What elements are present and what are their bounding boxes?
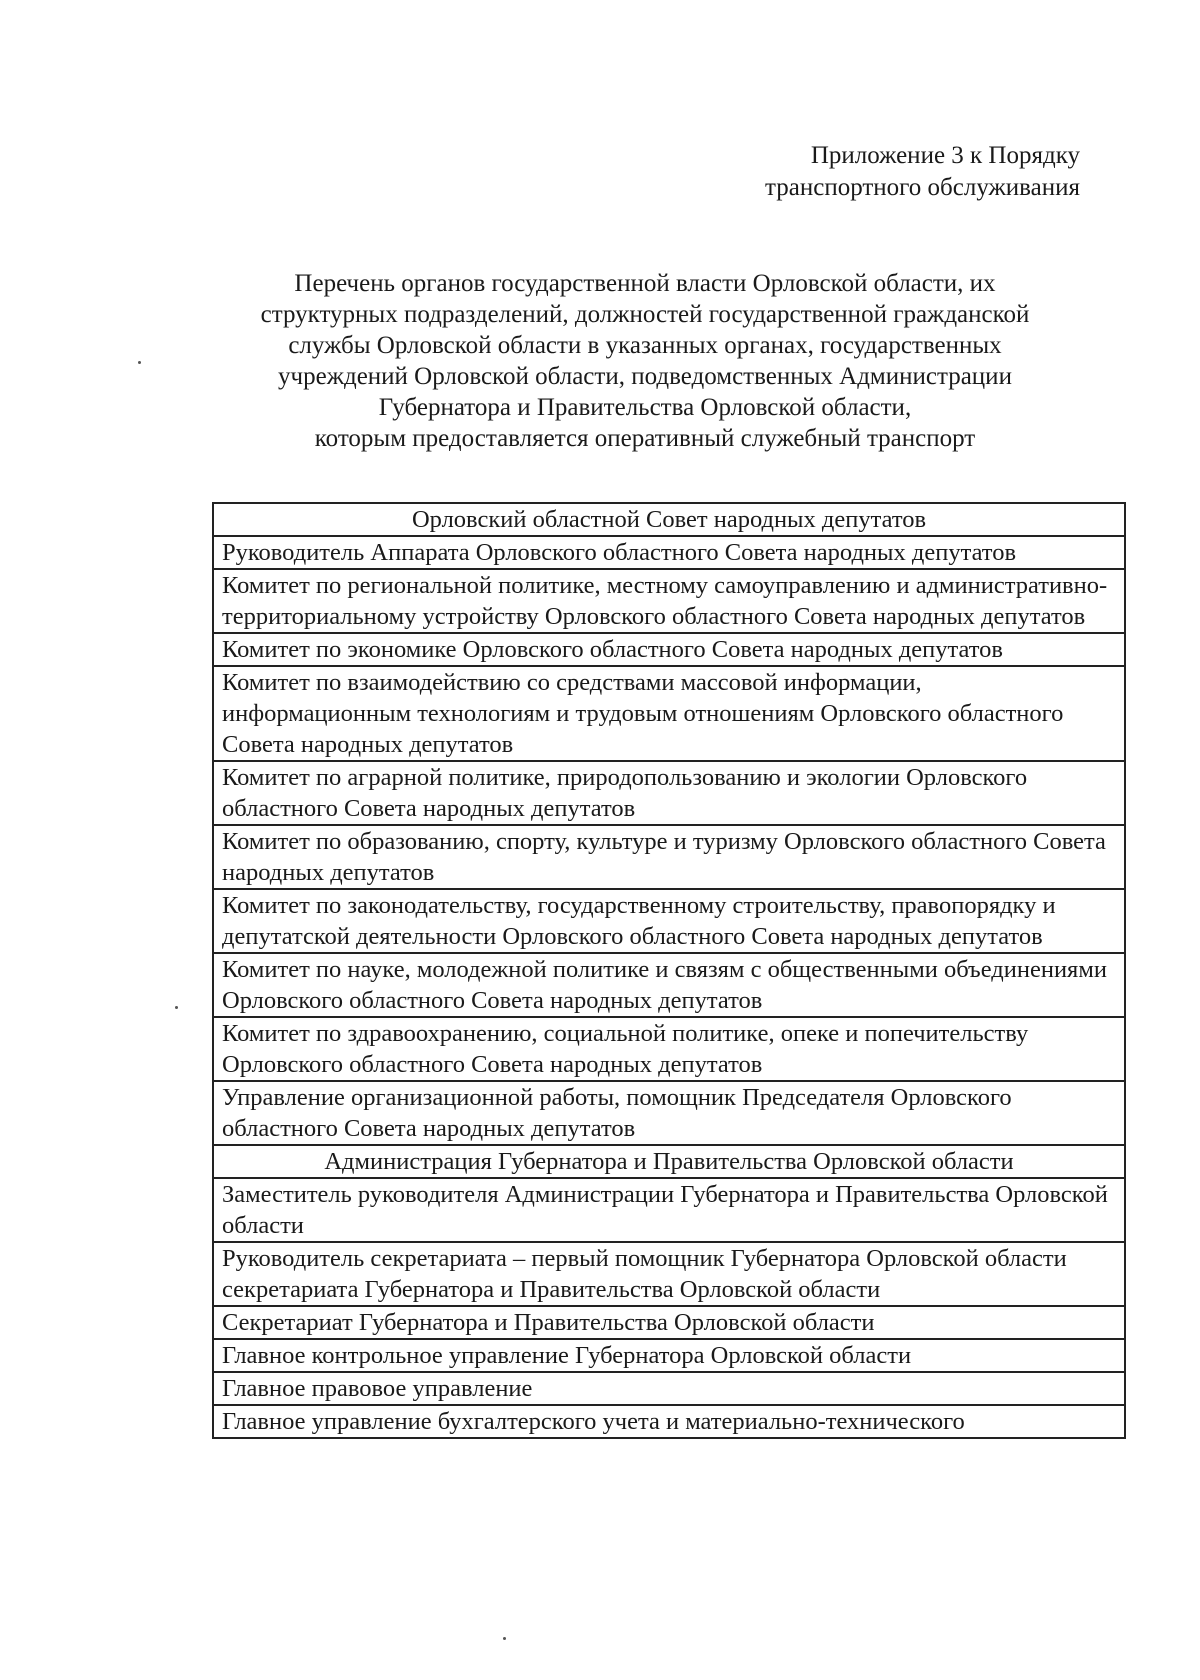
document-title — [205, 268, 1085, 454]
table-row — [213, 1405, 1125, 1438]
title-line: Перечень органов государственной власти Орловской области, их — [294, 270, 996, 297]
appendix-line-2: транспортного обслуживания — [765, 174, 1080, 201]
table-cell: Комитет по экономике Орловского областного Совета народных депутатов — [213, 633, 1125, 666]
table-cell: Комитет по аграрной политике, природопользованию и экологии Орловского областного Совета народных депутатов — [213, 761, 1125, 825]
table-row — [213, 1372, 1125, 1405]
table-row — [213, 1242, 1125, 1306]
table-row — [213, 536, 1125, 569]
appendix-header — [660, 140, 1080, 204]
table-cell: Комитет по взаимодействию со средствами массовой информации, информационным технологиям и трудовым отношениям Орловского областного Совета народных депутатов — [213, 666, 1125, 761]
section-cell: Орловский областной Совет народных депутатов — [213, 503, 1125, 536]
table-row — [213, 1306, 1125, 1339]
table-section-row — [213, 1145, 1125, 1178]
table-cell: Главное контрольное управление Губернатора Орловской области — [213, 1339, 1125, 1372]
title-line: которым предоставляется оперативный служебный транспорт — [314, 425, 976, 452]
table-cell: Комитет по здравоохранению, социальной политике, опеке и попечительству Орловского областного Совета народных депутатов — [213, 1017, 1125, 1081]
table-row — [213, 666, 1125, 761]
organizations-table — [212, 502, 1126, 1439]
title-line: Губернатора и Правительства Орловской области, — [378, 394, 912, 421]
title-line: структурных подразделений, должностей государственной гражданской — [260, 301, 1030, 328]
table-row — [213, 1081, 1125, 1145]
table-row — [213, 633, 1125, 666]
title-line: учреждений Орловской области, подведомственных Администрации — [278, 363, 1012, 390]
table-cell: Комитет по региональной политике, местному самоуправлению и административно-территориальному устройству Орловского областного Совета народных депутатов — [213, 569, 1125, 633]
appendix-line-1: Приложение 3 к Порядку — [810, 142, 1080, 169]
table-cell: Комитет по науке, молодежной политике и связям с общественными объединениями Орловского областного Совета народных депутатов — [213, 953, 1125, 1017]
title-line: службы Орловской области в указанных органах, государственных — [288, 332, 1002, 359]
table-cell: Комитет по образованию, спорту, культуре и туризму Орловского областного Совета народных депутатов — [213, 825, 1125, 889]
table-row — [213, 569, 1125, 633]
table-row — [213, 761, 1125, 825]
table-row — [213, 825, 1125, 889]
section-cell: Администрация Губернатора и Правительства Орловской области — [213, 1145, 1125, 1178]
table-cell: Комитет по законодательству, государственному строительству, правопорядку и депутатской деятельности Орловского областного Совета народных депутатов — [213, 889, 1125, 953]
table-row — [213, 1017, 1125, 1081]
table-cell: Заместитель руководителя Администрации Губернатора и Правительства Орловской области — [213, 1178, 1125, 1242]
table-row — [213, 1339, 1125, 1372]
table-section-row — [213, 503, 1125, 536]
table-cell: Главное управление бухгалтерского учета и материально-технического — [213, 1405, 1125, 1438]
table-cell: Руководитель Аппарата Орловского областного Совета народных депутатов — [213, 536, 1125, 569]
table-row — [213, 889, 1125, 953]
table-cell: Управление организационной работы, помощник Председателя Орловского областного Совета народных депутатов — [213, 1081, 1125, 1145]
scan-speck — [503, 1637, 506, 1640]
table-row — [213, 1178, 1125, 1242]
scan-speck — [175, 1006, 178, 1009]
table-row — [213, 953, 1125, 1017]
scan-speck — [138, 361, 141, 364]
table-cell: Главное правовое управление — [213, 1372, 1125, 1405]
table-cell: Секретариат Губернатора и Правительства Орловской области — [213, 1306, 1125, 1339]
table-cell: Руководитель секретариата – первый помощник Губернатора Орловской области секретариата Губернатора и Правительства Орловской области — [213, 1242, 1125, 1306]
